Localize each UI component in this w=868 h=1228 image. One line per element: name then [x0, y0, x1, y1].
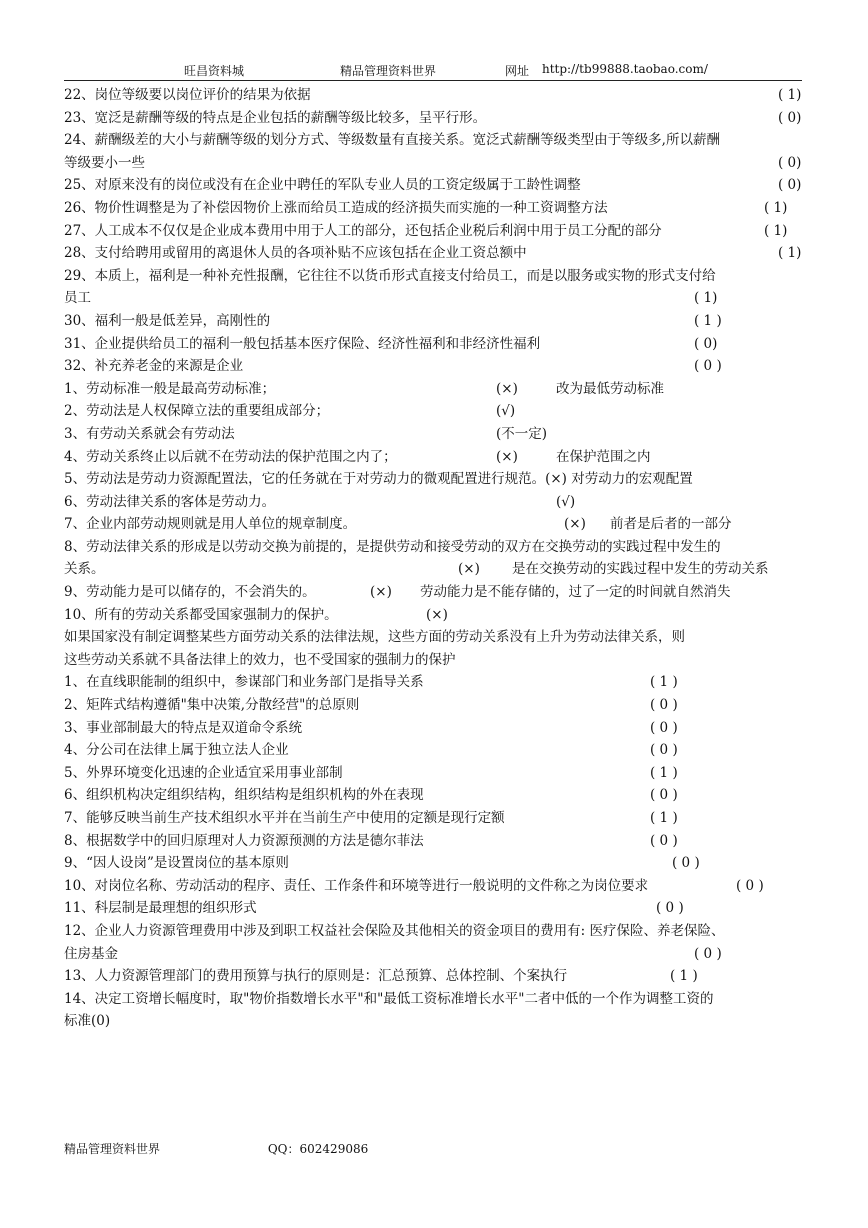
line-text: 这些劳动关系就不具备法律上的效力，也不受国家的强制力的保护: [64, 651, 456, 668]
line-text: 关系。: [64, 561, 105, 578]
line-text: 1、劳动标准一般是最高劳动标准；: [64, 380, 276, 397]
document-body: [64, 84, 806, 1033]
text-line: [64, 807, 806, 830]
answer-mark: (√): [556, 493, 576, 510]
answer-note: 在保护范围之内: [556, 448, 651, 465]
answer-mark: ( 0 ): [650, 719, 678, 736]
text-line: [64, 649, 806, 672]
answer-mark: (×): [496, 380, 518, 397]
header-url[interactable]: http://tb99888.taobao.com/: [542, 62, 708, 76]
answer-mark: ( 1): [778, 245, 802, 262]
text-line: [64, 558, 806, 581]
answer-mark: ( 0): [778, 109, 802, 126]
line-text: 14、决定工资增长幅度时，取"物价指数增长水平"和"最低工资标准增长水平"二者中低的一个作为调整工资的: [64, 990, 714, 1007]
text-line: [64, 513, 806, 536]
text-line: [64, 943, 806, 966]
answer-mark: (不一定): [496, 425, 548, 442]
answer-mark: ( 1): [764, 199, 788, 216]
answer-mark: ( 0 ): [694, 945, 722, 962]
answer-note: 改为最低劳动标准: [556, 380, 664, 397]
line-text: 4、劳动关系终止以后就不在劳动法的保护范围之内了；: [64, 448, 397, 465]
line-text: 10、所有的劳动关系都受国家强制力的保护。: [64, 606, 338, 623]
line-text: 24、薪酬级差的大小与薪酬等级的划分方式、等级数量有直接关系。宽泛式薪酬等级类型由于等级多,所以薪酬: [64, 132, 720, 149]
text-line: [64, 897, 806, 920]
answer-mark: ( 0 ): [656, 900, 684, 917]
text-line: [64, 423, 806, 446]
answer-mark: (√): [496, 403, 516, 420]
header-shop-name: 旺昌资料城: [184, 64, 245, 78]
line-text: 住房基金: [64, 945, 118, 962]
line-text: 4、分公司在法律上属于独立法人企业: [64, 742, 289, 759]
line-text: 31、企业提供给员工的福利一般包括基本医疗保险、经济性福利和非经济性福利: [64, 335, 541, 352]
text-line: [64, 287, 806, 310]
answer-mark: ( 1 ): [650, 810, 678, 826]
line-text: 7、能够反映当前生产技术组织水平并在当前生产中使用的定额是现行定额: [64, 810, 505, 826]
text-line: [64, 965, 806, 988]
text-line: [64, 762, 806, 785]
text-line: [64, 197, 806, 220]
answer-mark: (×): [426, 606, 448, 623]
text-line: [64, 694, 806, 717]
answer-mark: ( 0 ): [650, 787, 678, 804]
answer-mark: ( 1 ): [694, 312, 722, 329]
line-text: 8、根据数学中的回归原理对人力资源预测的方法是德尔菲法: [64, 832, 424, 849]
answer-note: 劳动能力是不能存储的，过了一定的时间就自然消失: [420, 584, 731, 601]
answer-mark: ( 0 ): [650, 832, 678, 849]
text-line: [64, 604, 806, 627]
page-footer: [64, 1140, 368, 1157]
line-text: 6、组织机构决定组织结构，组织结构是组织机构的外在表现: [64, 787, 424, 804]
line-text: 25、对原来没有的岗位或没有在企业中聘任的军队专业人员的工资定级属于工龄性调整: [64, 177, 581, 194]
line-text: 2、矩阵式结构遵循"集中决策,分散经营"的总原则: [64, 697, 360, 714]
answer-mark: ( 0 ): [694, 358, 722, 375]
text-line: [64, 491, 806, 514]
text-line: [64, 265, 806, 288]
answer-mark: ( 1 ): [670, 968, 698, 985]
line-text: 10、对岗位名称、劳动活动的程序、责任、工作条件和环境等进行一般说明的文件称之为岗位要求: [64, 877, 649, 894]
text-line: [64, 129, 806, 152]
text-line: [64, 400, 806, 423]
header-url-label: 网址: [505, 64, 530, 78]
line-text: 28、支付给聘用或留用的离退休人员的各项补贴不应该包括在企业工资总额中: [64, 245, 527, 262]
line-text: 29、本质上，福利是一种补充性报酬，它往往不以货币形式直接支付给员工，而是以服务或实物的形式支付给: [64, 267, 716, 284]
answer-mark: ( 1 ): [650, 764, 678, 781]
line-text: 标准(0): [64, 1013, 111, 1030]
answer-mark: ( 0 ): [672, 855, 700, 872]
line-text: 3、有劳动关系就会有劳动法: [64, 425, 235, 442]
line-text: 1、在直线职能制的组织中，参谋部门和业务部门是指导关系: [64, 674, 424, 691]
answer-mark: ( 0 ): [736, 877, 764, 894]
answer-mark: ( 1): [694, 290, 718, 307]
text-line: [64, 1010, 806, 1033]
text-line: [64, 739, 806, 762]
line-text: 3、事业部制最大的特点是双道命令系统: [64, 719, 303, 736]
footer-title: 精品管理资料世界: [64, 1142, 161, 1156]
line-text: 6、劳动法律关系的客体是劳动力。: [64, 493, 276, 510]
line-text: 9、劳动能力是可以储存的，不会消失的。: [64, 584, 316, 601]
text-line: [64, 446, 806, 469]
text-line: [64, 355, 806, 378]
text-line: [64, 875, 806, 898]
line-text: 23、宽泛是薪酬等级的特点是企业包括的薪酬等级比较多，呈平行形。: [64, 109, 487, 126]
text-line: [64, 852, 806, 875]
line-text: 等级要小一些: [64, 154, 145, 171]
text-line: [64, 84, 806, 107]
line-text: 员工: [64, 290, 91, 307]
line-text: 13、人力资源管理部门的费用预算与执行的原则是：汇总预算、总体控制、个案执行: [64, 968, 568, 985]
text-line: [64, 784, 806, 807]
line-text: 7、企业内部劳动规则就是用人单位的规章制度。: [64, 516, 357, 533]
text-line: [64, 378, 806, 401]
page-header: [0, 62, 868, 80]
text-line: [64, 830, 806, 853]
answer-mark: ( 0): [778, 177, 802, 194]
line-text: 32、补充养老金的来源是企业: [64, 358, 244, 375]
answer-mark: (×): [458, 561, 480, 578]
text-line: [64, 174, 806, 197]
text-line: [64, 333, 806, 356]
answer-mark: (×): [564, 516, 586, 533]
answer-mark: ( 1): [778, 87, 802, 103]
line-text: 11、科层制是最理想的组织形式: [64, 900, 257, 917]
header-divider: [64, 80, 802, 81]
text-line: [64, 988, 806, 1011]
line-text: 30、福利一般是低差异，高刚性的: [64, 312, 271, 329]
text-line: [64, 671, 806, 694]
answer-mark: ( 0): [778, 154, 802, 171]
answer-mark: (×): [496, 448, 518, 465]
line-text: 26、物价性调整是为了补偿因物价上涨而给员工造成的经济损失而实施的一种工资调整方法: [64, 199, 608, 216]
line-text: 2、劳动法是人权保障立法的重要组成部分；: [64, 403, 330, 420]
line-text: 27、人工成本不仅仅是企业成本费用中用于人工的部分，还包括企业税后利润中用于员工分配的部分: [64, 222, 662, 239]
line-text: 5、外界环境变化迅速的企业适宜采用事业部制: [64, 764, 343, 781]
text-line: [64, 920, 806, 943]
answer-note: 前者是后者的一部分: [610, 516, 732, 533]
answer-mark: ( 1): [764, 222, 788, 239]
answer-mark: ( 0): [694, 335, 718, 352]
answer-mark: (×): [370, 584, 392, 601]
answer-mark: ( 0 ): [650, 697, 678, 714]
text-line: [64, 242, 806, 265]
line-text: 9、“因人设岗”是设置岗位的基本原则: [64, 855, 289, 872]
line-text: 5、劳动法是劳动力资源配置法，它的任务就在于对劳动力的微观配置进行规范。(×) 对劳动力的宏观配置: [64, 471, 693, 488]
text-line: [64, 107, 806, 130]
text-line: [64, 536, 806, 559]
text-line: [64, 717, 806, 740]
answer-mark: ( 0 ): [650, 742, 678, 759]
line-text: 12、企业人力资源管理费用中涉及到职工权益社会保险及其他相关的资金项目的费用有: 医疗保险、养老保险、: [64, 922, 725, 939]
text-line: [64, 220, 806, 243]
text-line: [64, 581, 806, 604]
text-line: [64, 626, 806, 649]
answer-mark: ( 1 ): [650, 674, 678, 691]
line-text: 如果国家没有制定调整某些方面劳动关系的法律法规，这些方面的劳动关系没有上升为劳动法律关系，则: [64, 629, 685, 646]
text-line: [64, 152, 806, 175]
footer-qq: QQ：602429086: [267, 1142, 369, 1156]
line-text: 8、劳动法律关系的形成是以劳动交换为前提的，是提供劳动和接受劳动的双方在交换劳动的实践过程中发生的: [64, 538, 721, 555]
text-line: [64, 468, 806, 491]
text-line: [64, 310, 806, 333]
line-text: 22、岗位等级要以岗位评价的结果为依据: [64, 87, 311, 103]
header-title: 精品管理资料世界: [340, 64, 437, 78]
answer-note: 是在交换劳动的实践过程中发生的劳动关系: [512, 561, 769, 578]
